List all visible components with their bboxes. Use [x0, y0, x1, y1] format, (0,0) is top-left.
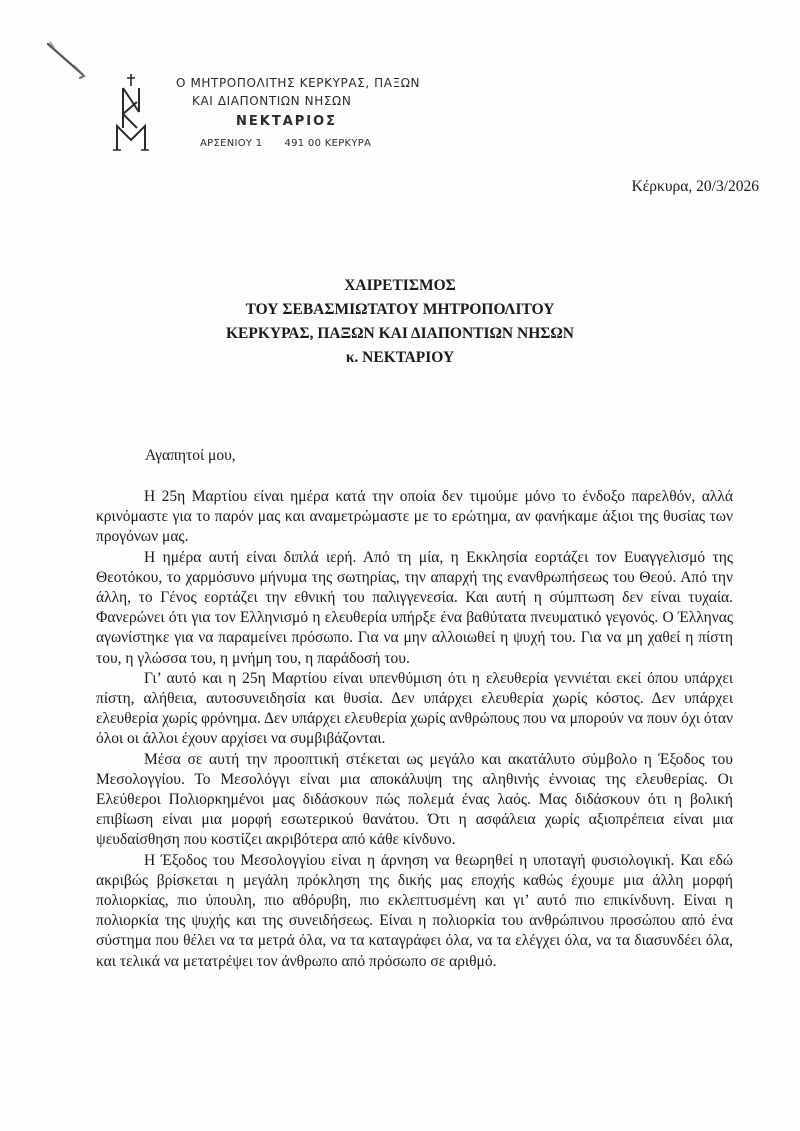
- metropolis-monogram-logo: [111, 72, 161, 152]
- letterhead-address: [200, 138, 371, 149]
- body-paragraph: Η 25η Μαρτίου είναι ημέρα κατά την οποία δεν τιμούμε μόνο το ένδοξο παρελθόν, αλλά κρινόμαστε για το παρόν μας και αναμετρώμαστε με το ερώτημα, αν φανήκαμε άξιοι της θυσίας των προγόνων μας.: [96, 488, 733, 546]
- letterhead-name: ΝΕΚΤΑΡΙΟΣ: [236, 114, 338, 129]
- body-paragraph: Η ημέρα αυτή είναι διπλά ιερή. Από τη μία, η Εκκλησία εορτάζει τον Ευαγγελισμό της Θεοτόκου, το χαρμόσυνο μήνυμα της σωτηρίας, την απαρχή της ενανθρωπήσεως του Θεού. Από την άλλη, το Γένος εορτάζει την εθνική του παλιγγενεσία. Και αυτή η σύμπτωση δεν είναι τυχαία. Φανερώνει ότι για τον Ελληνισμό η ελευθερία υπήρξε ένα βαθύτατα πνευματικό γεγονός. Ο Έλληνας αγωνίστηκε για να παραμείνει πρόσωπο. Για να μην αλλοιωθεί η ψυχή του. Για να μη χαθεί η πίστη του, η γλώσσα του, η μνήμη του, η παράδοσή του.: [96, 548, 733, 667]
- heading-line-1: ΧΑΙΡΕΤΙΣΜΟΣ: [344, 277, 456, 294]
- body-paragraph: Η Έξοδος του Μεσολογγίου είναι η άρνηση να θεωρηθεί η υποταγή φυσιολογική. Και εδώ ακριβώς βρίσκεται η μεγάλη πρόκληση της δικής μας εποχής καθώς έχουμε μια άλλη μορφή πολιορκίας, πιο ύπουλη, πιο αθόρυβη, πιο εκλεπτυσμένη και γι’ αυτό πιο επικίνδυνη. Είναι η πολιορκία της ψυχής και της συνειδήσεως. Είναι η πολιορκία του ανθρώπινου προσώπου από ένα σύστημα που θέλει να τα μετρά όλα, να τα καταγράφει όλα, να τα ελέγχει όλα, να τα διασυνδέει όλα, και τελικά να μετατρέψει τον άνθρωπο από πρόσωπο σε αριθμό.: [96, 851, 733, 970]
- heading-line-4: κ. ΝΕΚΤΑΡΙΟΥ: [345, 349, 455, 366]
- letterhead-postal: 491 00 ΚΕΡΚΥΡΑ: [284, 138, 372, 149]
- body-paragraph: Μέσα σε αυτή την προοπτική στέκεται ως μεγάλο και ακατάλυτο σύμβολο η Έξοδος του Μεσολογγίου. Το Μεσολόγγι είναι μια αποκάλυψη της αληθινής έννοιας της ελευθερίας. Οι Ελεύθεροι Πολιορκημένοι μας διδάσκουν πώς πολεμά ένας λαός. Μας διδάσκουν ότι η βολική επιβίωση είναι μια μορφή εσωτερικού θανάτου. Ότι η ασφάλεια χωρίς αξιοπρέπεια είναι μια ψευδαίσθηση που κοστίζει ακριβότερα από κάθε κίνδυνο.: [96, 750, 733, 849]
- paper-clip-icon: [44, 38, 88, 82]
- letter-body: [96, 487, 733, 972]
- letterhead-title-line-1: Ο ΜΗΤΡΟΠΟΛΙΤΗΣ ΚΕΡΚΥΡΑΣ, ΠΑΞΩΝ: [176, 76, 421, 90]
- letter-date: Κέρκυρα, 20/3/2026: [631, 178, 759, 195]
- heading-line-3: ΚΕΡΚΥΡΑΣ, ΠΑΞΩΝ ΚΑΙ ΔΙΑΠΟΝΤΙΩΝ ΝΗΣΩΝ: [225, 325, 574, 342]
- heading-line-2: ΤΟΥ ΣΕΒΑΣΜΙΩΤΑΤΟΥ ΜΗΤΡΟΠΟΛΙΤΟΥ: [245, 301, 555, 318]
- letterhead-street: ΑΡΣΕΝΙΟΥ 1: [200, 138, 263, 149]
- salutation: Αγαπητοί μου,: [145, 447, 236, 464]
- body-paragraph: Γι’ αυτό και η 25η Μαρτίου είναι υπενθύμιση ότι η ελευθερία γεννιέται εκεί όπου υπάρχει πίστη, αλήθεια, αυτοσυνειδησία και θυσία. Δεν υπάρχει ελευθερία χωρίς κόστος. Δεν υπάρχει ελευθερία χωρίς φρόνημα. Δεν υπάρχει ελευθερία χωρίς ανθρώπους που να μπορούν να πουν όχι όταν όλοι οι άλλοι έχουν αρχίσει να συμβιβάζονται.: [96, 669, 733, 748]
- document-heading: [0, 274, 800, 370]
- letterhead-title-line-2: ΚΑΙ ΔΙΑΠΟΝΤΙΩΝ ΝΗΣΩΝ: [192, 94, 352, 108]
